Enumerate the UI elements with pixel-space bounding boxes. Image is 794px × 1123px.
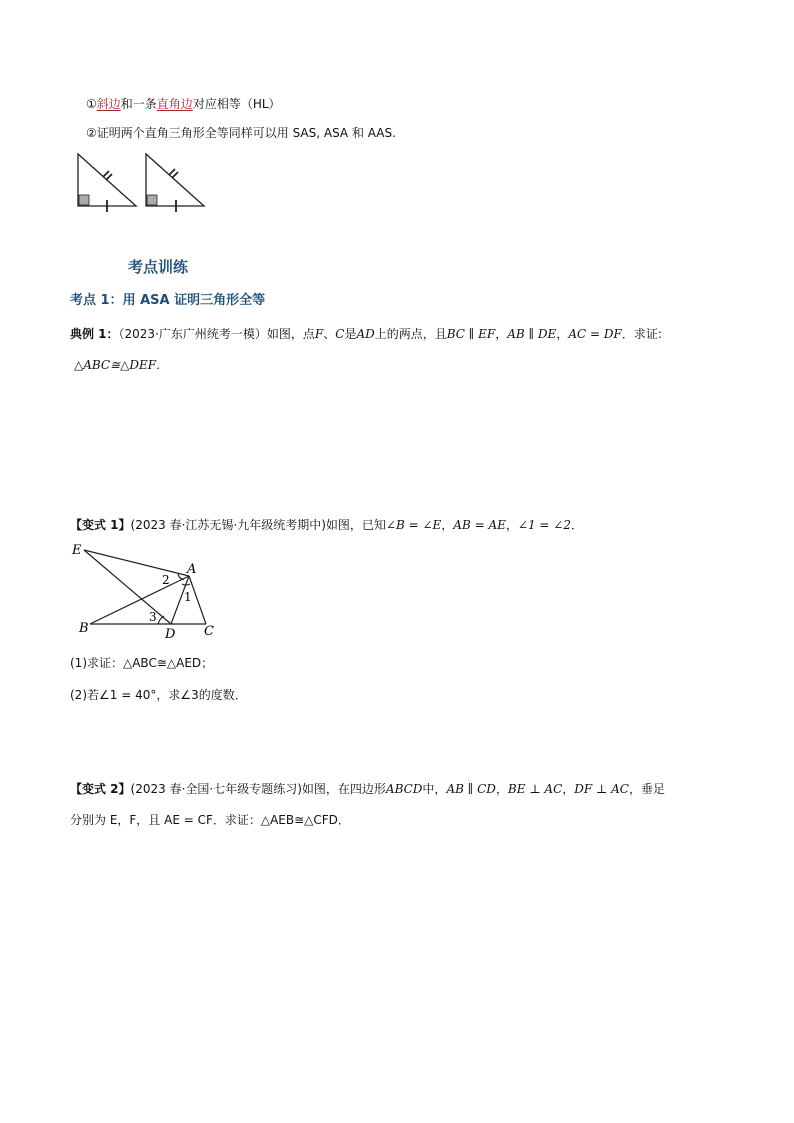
point-c: C xyxy=(335,327,345,341)
variant2-line1 xyxy=(70,780,665,797)
leg-term: 直角边 xyxy=(156,97,193,111)
separator: ， xyxy=(556,327,569,341)
condition-angle-b-equals-e: ∠B = ∠E xyxy=(385,518,442,532)
variant2-text: ，垂足 xyxy=(629,782,666,796)
section-title: 考点训练 xyxy=(128,258,189,276)
separator: ， xyxy=(495,782,508,796)
label-angle-3: 3 xyxy=(149,610,157,624)
variant2-text: 如图，在四边形 xyxy=(301,782,386,796)
example1-source: （2023·广东广州统考一模） xyxy=(118,327,267,341)
right-angle-marker xyxy=(79,195,89,205)
separator: 、 xyxy=(323,327,336,341)
note-sas-asa-aas: ②证明两个直角三角形全等同样可以用 SAS, ASA 和 AAS. xyxy=(86,126,396,140)
hl-prefix: ① xyxy=(86,97,97,111)
example1-text: ．求证: xyxy=(621,327,662,341)
separator: ， xyxy=(562,782,575,796)
variant1-source: (2023 春·江苏无锡·九年级统考期中) xyxy=(130,518,326,532)
topic-title: 考点 1：用 ASA 证明三角形全等 xyxy=(70,293,266,308)
triangle-figure-variant1 xyxy=(70,540,230,640)
label-angle-2: 2 xyxy=(162,573,170,587)
example1-text: 是 xyxy=(344,327,357,341)
right-triangles-figure xyxy=(74,152,214,212)
condition-ab-equals-ae: AB = AE xyxy=(453,518,506,532)
segment-ad: AD xyxy=(356,327,375,341)
right-triangle-left xyxy=(78,154,136,212)
label-c: C xyxy=(204,624,214,639)
example1-line1 xyxy=(70,325,662,342)
right-angle-marker xyxy=(147,195,157,205)
example1-label: 典例 1： xyxy=(70,327,119,341)
condition-ab-parallel-cd: AB ∥ CD xyxy=(446,782,496,796)
variant1-line1 xyxy=(70,516,583,533)
variant2-text: 中， xyxy=(422,782,447,796)
hl-mid-text: 和一条 xyxy=(120,97,157,111)
condition-angle1-equals-angle2: ∠1 = ∠2 xyxy=(517,518,571,532)
example1-line2: △ABC≅△DEF． xyxy=(74,358,169,372)
label-d: D xyxy=(165,627,176,640)
variant1-question1: (1)求证：△ABC≅△AED； xyxy=(70,656,214,670)
label-b: B xyxy=(79,621,89,636)
variant1-question2: (2)若∠1 = 40°，求∠3的度数． xyxy=(70,688,247,702)
separator: ， xyxy=(441,518,454,532)
variant1-label: 【变式 1】 xyxy=(70,518,131,532)
hl-suffix: 对应相等（HL） xyxy=(192,97,281,111)
hl-rule-line xyxy=(86,95,281,112)
example1-text: 如图，点 xyxy=(266,327,315,341)
condition-ab-parallel-de: AB ∥ DE xyxy=(507,327,557,341)
condition-df-perp-ac: DF ⊥ AC xyxy=(574,782,629,796)
right-triangle-right xyxy=(146,154,204,212)
variant1-text: 如图，已知 xyxy=(325,518,386,532)
label-angle-1: 1 xyxy=(184,590,192,604)
label-a: A xyxy=(187,562,197,577)
condition-bc-parallel-ef: BC ∥ EF xyxy=(446,327,496,341)
separator: ， xyxy=(495,327,508,341)
quadrilateral-abcd: ABCD xyxy=(385,782,423,796)
label-e: E xyxy=(72,543,82,558)
variant2-line2: 分别为 E，F，且 AE = CF．求证：△AEB≅△CFD． xyxy=(70,813,350,827)
condition-be-perp-ac: BE ⊥ AC xyxy=(507,782,563,796)
separator: ． xyxy=(570,518,583,532)
example1-text: 上的两点，且 xyxy=(374,327,447,341)
point-f: F xyxy=(314,327,324,341)
separator: ， xyxy=(505,518,518,532)
variant2-source: (2023 春·全国·七年级专题练习) xyxy=(130,782,302,796)
condition-ac-equals-df: AC = DF xyxy=(568,327,622,341)
variant2-label: 【变式 2】 xyxy=(70,782,131,796)
hypotenuse-term: 斜边 xyxy=(96,97,121,111)
